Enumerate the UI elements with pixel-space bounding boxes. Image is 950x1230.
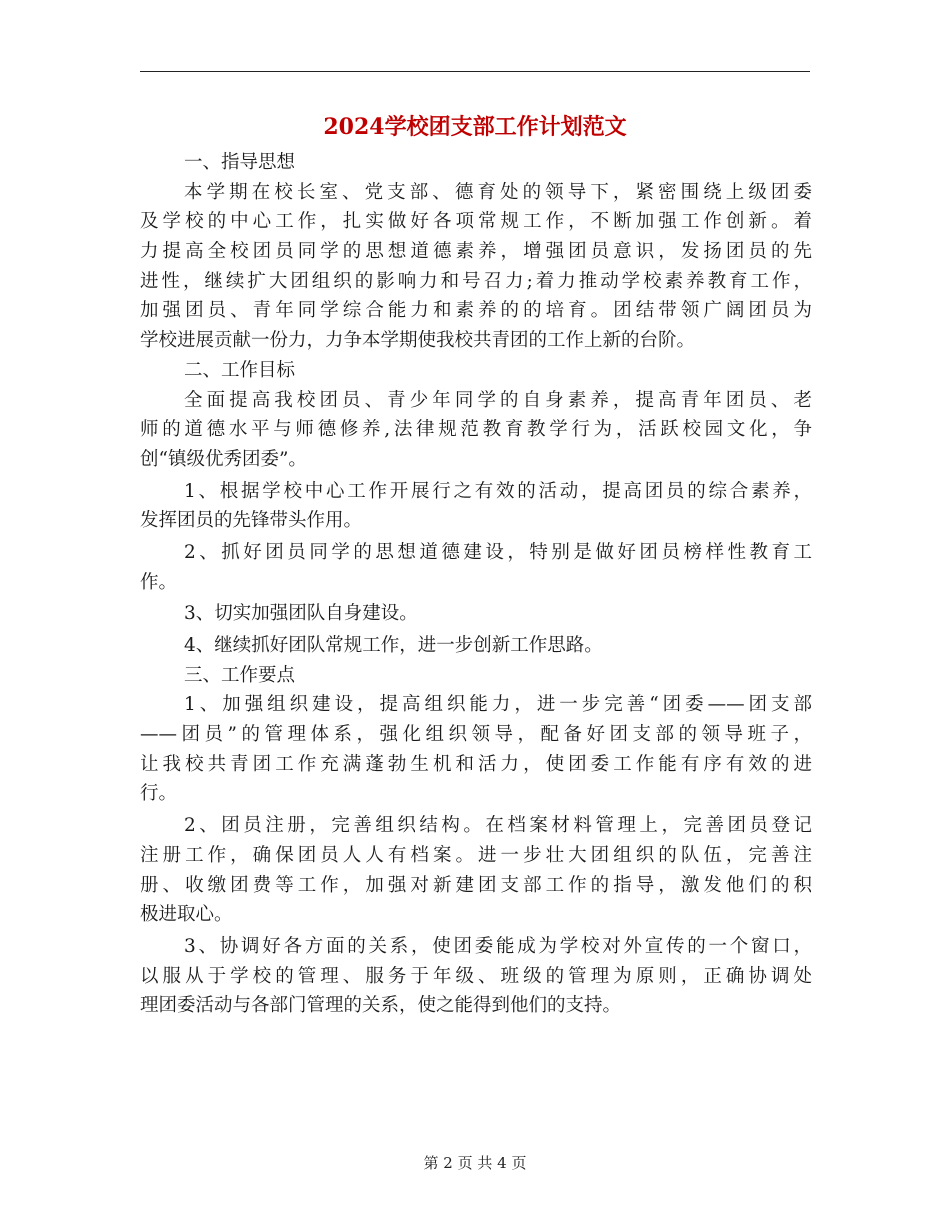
list-item-line: 2、抓好团员同学的思想道德建设，特别是做好团员榜样性教育工 bbox=[184, 541, 812, 563]
list-item-line: 行。 bbox=[140, 783, 178, 805]
paragraph-line: 全面提高我校团员、青少年同学的自身素养，提高青年团员、老 bbox=[184, 389, 812, 411]
paragraph-line: 创“镇级优秀团委”。 bbox=[140, 448, 307, 470]
paragraph-line: 力提高全校团员同学的思想道德素养，增强团员意识，发扬团员的先 bbox=[140, 241, 812, 263]
list-item-line: 1、根据学校中心工作开展行之有效的活动，提高团员的综合素养， bbox=[184, 480, 812, 502]
paragraph-line: 学校进展贡献一份力，力争本学期使我校共青团的工作上新的台阶。 bbox=[140, 330, 696, 352]
header-rule bbox=[140, 71, 810, 72]
list-item-line: 3、切实加强团队自身建设。 bbox=[184, 603, 418, 625]
paragraph-line: 及学校的中心工作，扎实做好各项常规工作，不断加强工作创新。着 bbox=[140, 211, 812, 233]
list-item-line: 4、继续抓好团队常规工作，进一步创新工作思路。 bbox=[184, 635, 603, 656]
section-heading: 一、指导思想 bbox=[184, 152, 296, 173]
list-item-line: 极进取心。 bbox=[140, 904, 233, 926]
list-item-line: 理团委活动与各部门管理的关系，使之能得到他们的支持。 bbox=[140, 995, 622, 1017]
list-item-line: 让我校共青团工作充满蓬勃生机和活力，使团委工作能有序有效的进 bbox=[140, 753, 812, 775]
page-number-footer: 第 2 页 共 4 页 bbox=[423, 1154, 527, 1172]
paragraph-line: 进性，继续扩大团组织的影响力和号召力;着力推动学校素养教育工作， bbox=[140, 270, 812, 292]
list-item-line: 2、团员注册，完善组织结构。在档案材料管理上，完善团员登记 bbox=[184, 815, 812, 837]
section-heading: 二、工作目标 bbox=[184, 359, 296, 381]
list-item-line: 1、加强组织建设，提高组织能力，进一步完善“团委——团支部 bbox=[184, 694, 812, 716]
list-item-line: 注册工作，确保团员人人有档案。进一步壮大团组织的队伍，完善注 bbox=[140, 844, 812, 866]
paragraph-line: 师的道德水平与师德修养,法律规范教育教学行为，活跃校园文化，争 bbox=[140, 419, 812, 441]
list-item-line: 3、协调好各方面的关系，使团委能成为学校对外宣传的一个窗口， bbox=[184, 935, 812, 957]
document-title: 2024学校团支部工作计划范文 bbox=[323, 114, 627, 140]
paragraph-line: 加强团员、青年同学综合能力和素养的的培育。团结带领广阔团员为 bbox=[140, 300, 812, 322]
list-item-line: 册、收缴团费等工作，加强对新建团支部工作的指导，激发他们的积 bbox=[140, 874, 812, 896]
list-item-line: 作。 bbox=[140, 571, 178, 593]
section-heading: 三、工作要点 bbox=[184, 664, 296, 686]
document-body bbox=[140, 148, 812, 1021]
list-item-line: ——团员”的管理体系，强化组织领导，配备好团支部的领导班子， bbox=[140, 724, 812, 746]
list-item-line: 以服从于学校的管理、服务于年级、班级的管理为原则，正确协调处 bbox=[140, 965, 812, 987]
paragraph-line: 本学期在校长室、党支部、德育处的领导下，紧密围绕上级团委 bbox=[184, 181, 812, 203]
list-item-line: 发挥团员的先锋带头作用。 bbox=[140, 510, 363, 532]
